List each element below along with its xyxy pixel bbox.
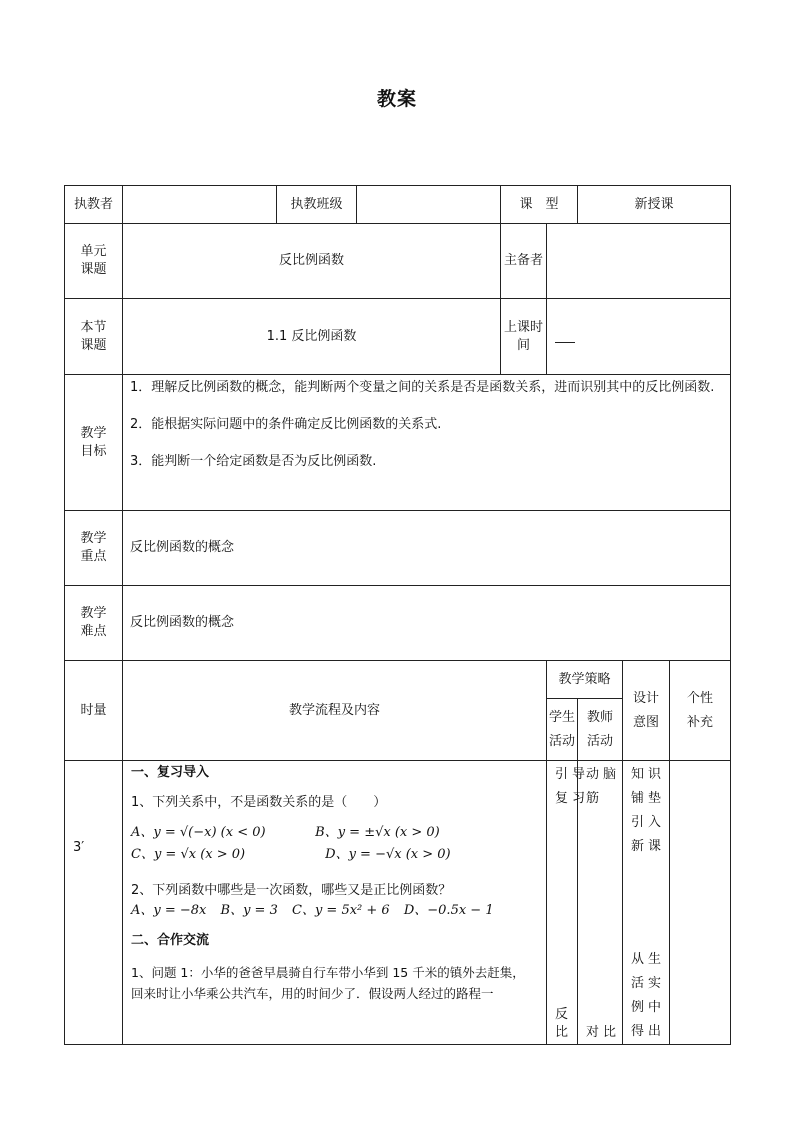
design-intent-cell: [623, 761, 670, 1045]
goals-row: [65, 375, 731, 511]
flow-content-cell: [123, 761, 547, 1045]
student-activity-top: 引导复习: [555, 767, 590, 806]
teacher-activity-cell: [578, 761, 623, 1045]
question-1: 1、下列关系中，不是函数关系的是（ ）: [131, 795, 387, 810]
question-2: 2、下列函数中哪些是一次函数，哪些又是正比例函数？: [131, 883, 452, 898]
flow-design-1: 设计: [633, 690, 660, 706]
section-value: 1.1 反比例函数: [123, 299, 501, 375]
problem-1-line-1: 1、问题 1：小华的爸爸早晨骑自行车带小华到 15 千米的镇外去赶集，: [131, 965, 525, 980]
flow-time-value: 3′: [73, 840, 85, 855]
section-label-1: 本节: [80, 319, 107, 335]
goal-item: 2．能根据实际问题中的条件确定反比例函数的关系式.: [130, 417, 442, 432]
student-activity-bottom: 反比: [555, 1007, 573, 1040]
flow-student-1: 学生: [549, 709, 576, 725]
flow-teacher-2: 活动: [587, 733, 614, 749]
flow-time-cell: [65, 761, 123, 1045]
class-time-label: 上课时间: [501, 299, 547, 375]
type-label: 课 型: [501, 186, 578, 224]
flow-design-2: 意图: [633, 714, 660, 730]
q2-option-c: C、y = 5x² + 6: [292, 903, 390, 918]
teacher-activity-bottom: 对比: [586, 1025, 621, 1040]
preparer-value: [547, 224, 731, 299]
key-points-row: [65, 511, 731, 586]
teacher-label: 执教者: [65, 186, 123, 224]
type-value: 新授课: [578, 186, 731, 224]
unit-label-2: 课题: [80, 262, 107, 277]
goals-label-1: 教学: [80, 425, 107, 441]
unit-label: [65, 224, 123, 299]
section1-title: 一、复习导入: [131, 765, 210, 780]
key-points-label: [65, 511, 123, 586]
difficulties-row: [65, 586, 731, 661]
goals-content: [123, 375, 731, 511]
q1-options-row-2: [131, 846, 540, 868]
personal-notes-cell: [670, 761, 731, 1045]
unit-value: 反比例函数: [123, 224, 501, 299]
class-time-blank: [555, 330, 575, 343]
lesson-plan-table: [64, 185, 731, 1045]
flow-content-row: [65, 761, 731, 1045]
key-points-label-2: 重点: [80, 549, 107, 564]
q1-options-row-1: [131, 824, 540, 846]
flow-student-2: 活动: [549, 733, 576, 749]
q2-option-d: D、−0.5x − 1: [403, 903, 494, 918]
goal-item: 3．能判断一个给定函数是否为反比例函数.: [130, 454, 377, 469]
q1-option-a: A、y = √(−x) (x < 0): [131, 825, 266, 840]
flow-content-header: 教学流程及内容: [123, 661, 547, 761]
design-intent-top: 知识铺垫引入新课: [631, 767, 666, 854]
class-time-value: [547, 299, 731, 375]
unit-label-1: 单元: [80, 244, 107, 259]
class-value: [357, 186, 501, 224]
class-label: 执教班级: [277, 186, 357, 224]
section-row: [65, 299, 731, 375]
teacher-activity-top: 动脑筋: [586, 767, 621, 806]
flow-teacher-1: 教师: [587, 709, 614, 725]
flow-personal-1: 个性: [687, 690, 714, 706]
unit-row: [65, 224, 731, 299]
section-label-2: 课题: [80, 337, 107, 353]
problem-1-line-2: 回来时让小华乘公共汽车，用的时间少了．假设两人经过的路程一: [131, 986, 494, 1001]
section2-title: 二、合作交流: [131, 933, 210, 948]
difficulties-label-2: 难点: [80, 624, 107, 639]
q2-option-b: B、y = 3: [220, 903, 278, 918]
goals-label-2: 目标: [80, 443, 107, 459]
section-label: [65, 299, 123, 375]
goals-label: [65, 375, 123, 511]
flow-student-header: [547, 699, 578, 761]
flow-personal-2: 补充: [687, 714, 714, 730]
flow-teacher-header: [578, 699, 623, 761]
q2-options: [131, 902, 540, 920]
flow-strategy-header: 教学策略: [547, 661, 623, 699]
flow-design-header: [623, 661, 670, 761]
flow-personal-header: [670, 661, 731, 761]
q1-option-c: C、y = √x (x > 0): [131, 847, 246, 862]
student-activity-cell: [547, 761, 590, 1045]
q1-option-d: D、y = −√x (x > 0): [325, 847, 451, 862]
preparer-label: 主备者: [501, 224, 547, 299]
goal-item: 1．理解反比例函数的概念，能判断两个变量之间的关系是否是函数关系，进而识别其中的反比例函数.: [130, 380, 715, 395]
flow-header-row: [65, 661, 731, 699]
key-points-label-1: 教学: [80, 531, 107, 546]
document-title: 教案: [376, 88, 417, 110]
q2-option-a: A、y = −8x: [131, 903, 207, 918]
q1-option-b: B、y = ±√x (x > 0): [315, 825, 440, 840]
difficulties-value: 反比例函数的概念: [123, 586, 731, 661]
teacher-value: [123, 186, 277, 224]
key-points-value: 反比例函数的概念: [123, 511, 731, 586]
header-row: [65, 186, 731, 224]
difficulties-label: [65, 586, 123, 661]
flow-time-header: 时量: [65, 661, 123, 761]
design-intent-bottom: 从生活实例中得出: [631, 952, 666, 1039]
difficulties-label-1: 教学: [80, 606, 107, 621]
